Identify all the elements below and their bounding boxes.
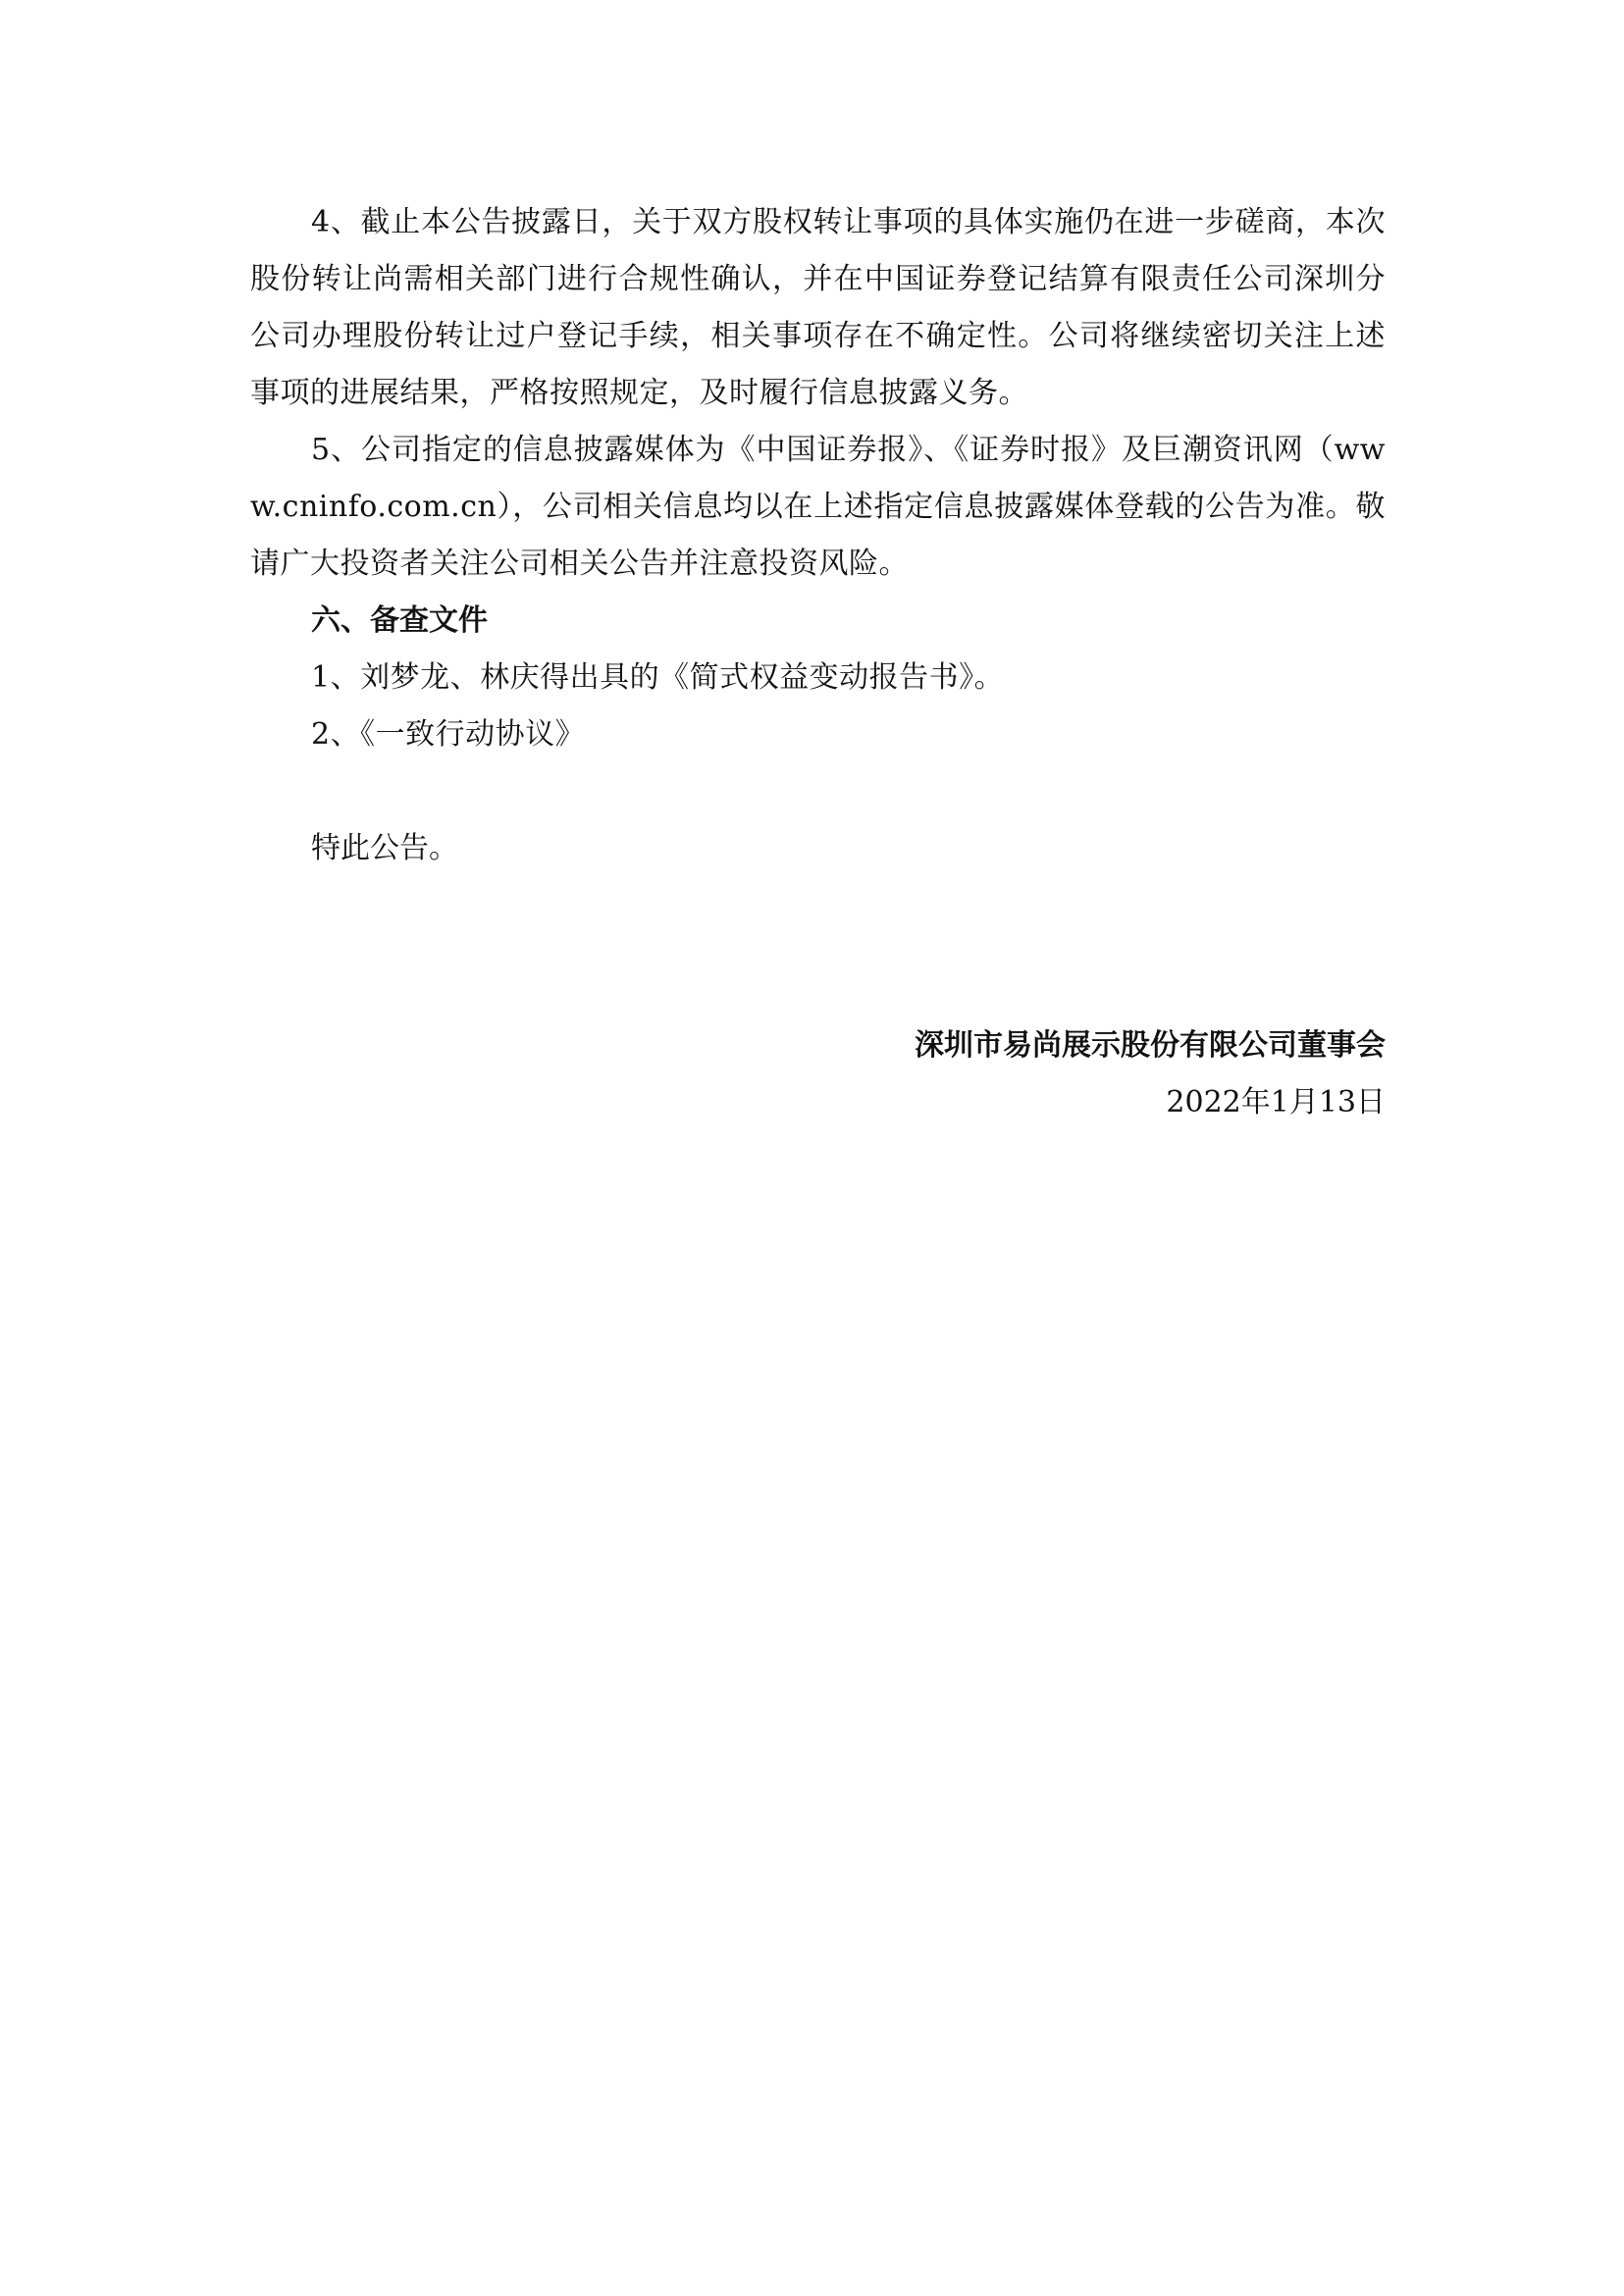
signing-organization: 深圳市易尚展示股份有限公司董事会 [915,1028,1386,1063]
section-heading-reference-documents: 六、备查文件 [311,603,488,638]
signing-date: 2022年1月13日 [1166,1085,1386,1120]
closing-statement: 特此公告。 [311,831,458,865]
paragraph-item-5: 5、公司指定的信息披露媒体为《中国证券报》、《证券时报》及巨潮资讯网（www.cninfo.com.cn），公司相关信息均以在上述指定信息披露媒体登载的公告为准。敬请广大投资者关注公司相关公告并注意投资风险。 [250,433,1386,581]
reference-document-item-1: 1、刘梦龙、林庆得出具的《简式权益变动报告书》。 [311,660,1005,695]
reference-document-item-2: 2、《一致行动协议》 [311,717,586,752]
document-body [250,194,1386,877]
paragraph-item-4: 4、截止本公告披露日，关于双方股权转让事项的具体实施仍在进一步磋商，本次股份转让尚需相关部门进行合规性确认，并在中国证券登记结算有限责任公司深圳分公司办理股份转让过户登记手续，相关事项存在不确定性。公司将继续密切关注上述事项的进展结果，严格按照规定，及时履行信息披露义务。 [250,205,1386,410]
signature-block [915,1018,1386,1131]
spacer [250,763,1386,820]
